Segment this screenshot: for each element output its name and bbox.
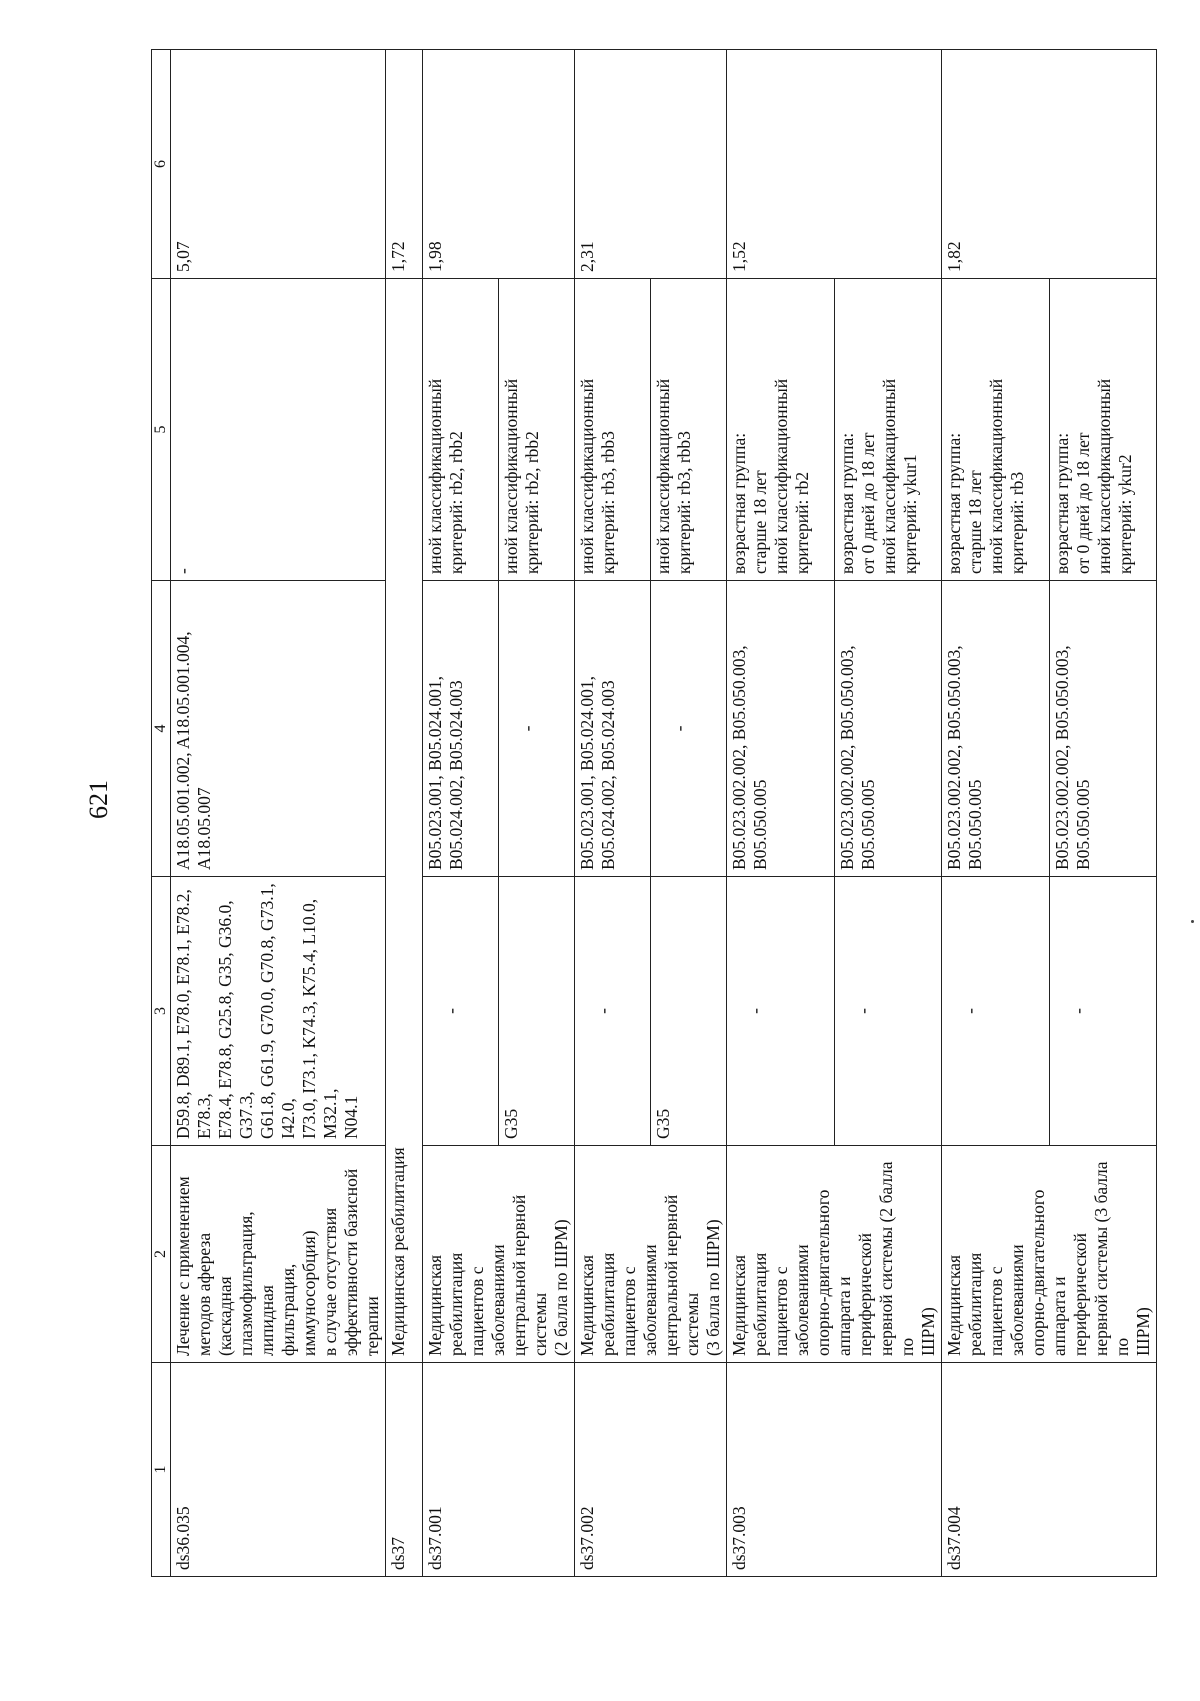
- row-criteria: возрастная группа: старше 18 лет иной классификационный критерий: rb2: [727, 279, 835, 581]
- table-row: [727, 50, 835, 1577]
- header-cell: 6: [152, 50, 171, 279]
- header-cell: 3: [152, 877, 171, 1146]
- table-row: [575, 50, 651, 1577]
- rotated-table-wrapper: [151, 50, 1152, 1577]
- row-diagnoses: -: [942, 877, 1050, 1146]
- row-criteria: возрастная группа: от 0 дней до 18 лет иной классификационный критерий: ykur2: [1049, 279, 1157, 581]
- header-cell: 4: [152, 581, 171, 877]
- row-diagnoses: -: [727, 877, 835, 1146]
- header-cell: 2: [152, 1146, 171, 1363]
- row-code: ds37.004: [942, 1363, 1157, 1577]
- row-diagnoses: G35: [499, 877, 575, 1146]
- row-code: ds36.035: [171, 1363, 386, 1577]
- table-row: [171, 50, 386, 1577]
- page-number: 621: [84, 780, 113, 819]
- row-diagnoses: -: [423, 877, 499, 1146]
- row-diagnoses: G35: [651, 877, 727, 1146]
- row-diagnoses: -: [1049, 877, 1157, 1146]
- row-criteria: иной классификационный критерий: rb2, rbb2: [499, 279, 575, 581]
- row-services: -: [651, 581, 727, 877]
- row-coefficient: 1,52: [727, 50, 942, 279]
- header-row: [152, 50, 171, 1577]
- row-name: Медицинская реабилитация пациентов с заболеваниями опорно-двигательного аппарата и периферической нервной системы (3 балла по ШРМ): [942, 1146, 1157, 1363]
- row-coefficient: 2,31: [575, 50, 727, 279]
- row-criteria: иной классификационный критерий: rb3, rbb3: [575, 279, 651, 581]
- row-criteria: возрастная группа: от 0 дней до 18 лет иной классификационный критерий: ykur1: [834, 279, 942, 581]
- row-code: ds37.002: [575, 1363, 727, 1577]
- tariff-table: [151, 49, 1157, 1577]
- table-row: [942, 50, 1050, 1577]
- row-diagnoses: -: [575, 877, 651, 1146]
- table-row: [423, 50, 499, 1577]
- row-code: ds37.001: [423, 1363, 575, 1577]
- row-code: ds37.003: [727, 1363, 942, 1577]
- row-criteria: возрастная группа: старше 18 лет иной классификационный критерий: rb3: [942, 279, 1050, 581]
- row-diagnoses: D59.8, D89.1, E78.0, E78.1, E78.2, E78.3, E78.4, E78.8, G25.8, G35, G36.0, G37.3, G61.8, G61.9, G70.0, G70.8, G73.1, I42.0, I73.0, I73.1, K74.3, K75.4, L10.0, M32.1, N04.1: [171, 877, 386, 1146]
- row-name: Медицинская реабилитация пациентов с заболеваниями центральной нервной системы (2 балла по ШРМ): [423, 1146, 575, 1363]
- row-diagnoses: -: [834, 877, 942, 1146]
- scan-speck: [1191, 920, 1194, 923]
- row-name: Медицинская реабилитация пациентов с заболеваниями опорно-двигательного аппарата и периферической нервной системы (2 балла по ШРМ): [727, 1146, 942, 1363]
- row-services: A18.05.001.002, A18.05.001.004, A18.05.007: [171, 581, 386, 877]
- row-services: B05.023.001, B05.024.001, B05.024.002, B05.024.003: [575, 581, 651, 877]
- row-services: B05.023.002.002, B05.050.003, B05.050.005: [727, 581, 835, 877]
- row-criteria: иной классификационный критерий: rb3, rbb3: [651, 279, 727, 581]
- row-services: B05.023.002.002, B05.050.003, B05.050.005: [942, 581, 1050, 877]
- row-coefficient: 5,07: [171, 50, 386, 279]
- row-services: -: [499, 581, 575, 877]
- row-services: B05.023.001, B05.024.001, B05.024.002, B05.024.003: [423, 581, 499, 877]
- row-coefficient: 1,72: [386, 50, 423, 279]
- header-cell: 5: [152, 279, 171, 581]
- row-criteria: иной классификационный критерий: rb2, rbb2: [423, 279, 499, 581]
- row-criteria: -: [171, 279, 386, 581]
- table-body: [152, 50, 1157, 1577]
- row-name: Лечение с применением методов афереза (каскадная плазмофильтрация, липидная фильтрация, иммуносорбция) в случае отсутствия эффективности базисной терапии: [171, 1146, 386, 1363]
- row-code: ds37: [386, 1363, 423, 1577]
- row-services: B05.023.002.002, B05.050.003, B05.050.005: [1049, 581, 1157, 877]
- section-row: [386, 50, 423, 1577]
- row-name: Медицинская реабилитация: [386, 279, 423, 1363]
- row-services: B05.023.002.002, B05.050.003, B05.050.005: [834, 581, 942, 877]
- header-cell: 1: [152, 1363, 171, 1577]
- row-coefficient: 1,82: [942, 50, 1157, 279]
- row-coefficient: 1,98: [423, 50, 575, 279]
- row-name: Медицинская реабилитация пациентов с заболеваниями центральной нервной системы (3 балла по ШРМ): [575, 1146, 727, 1363]
